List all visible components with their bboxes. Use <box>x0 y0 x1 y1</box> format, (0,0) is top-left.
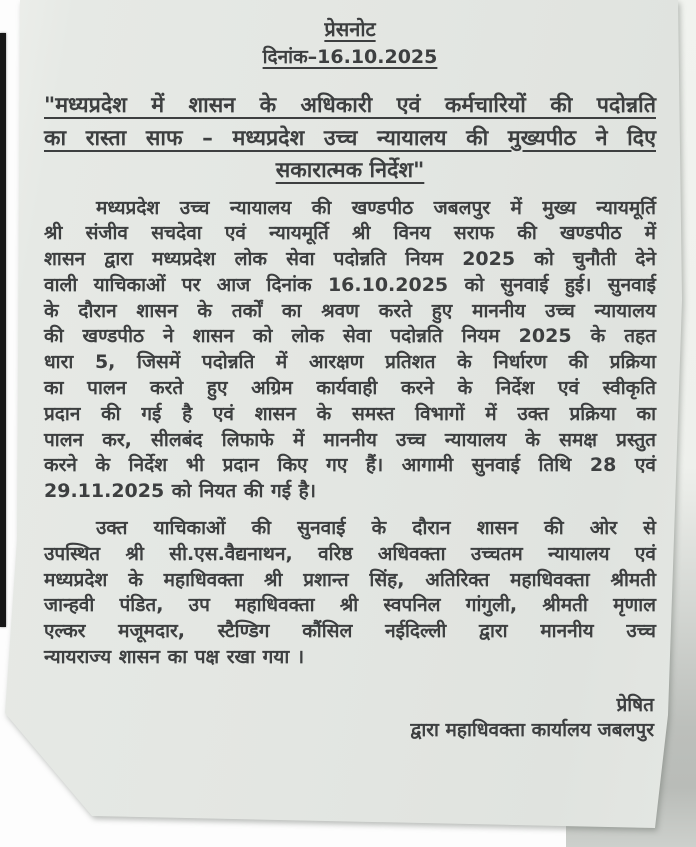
page-title: प्रेसनोट <box>324 17 376 41</box>
body-line: धारा 5, जिसमें पदोन्नति में आरक्षण प्रतिशत के निर्धारण की प्रक्रिया <box>44 351 656 374</box>
body-line: उपस्थित श्री सी.एस.वैद्यनाथन, वरिष्ठ अधिवक्ता उच्चतम न्यायालय एवं <box>44 542 656 565</box>
body-line: मध्यप्रदेश उच्च न्यायालय की खण्डपीठ जबलपुर में मुख्य न्यायमूर्ति <box>96 196 656 219</box>
body-line: का पालन करते हुए अग्रिम कार्यवाही करने के निर्देश एवं स्वीकृति <box>44 377 656 400</box>
heading-line: का रास्ता साफ – मध्यप्रदेश उच्च न्यायालय की मुख्यपीठ ने दिए <box>44 125 656 151</box>
body-paragraph-2 <box>44 516 656 671</box>
body-line: शासन द्वारा मध्यप्रदेश लोक सेवा पदोन्नति नियम 2025 को चुनौती देने <box>44 248 656 271</box>
sender-sent-label: प्रेषित <box>616 693 654 716</box>
heading-line: सकारात्मक निर्देश" <box>275 158 425 183</box>
body-line: उक्त याचिकाओं की सुनवाई के दौरान शासन की ओर से <box>96 517 656 540</box>
body-paragraph-1 <box>44 196 656 506</box>
body-line: की खण्डपीठ ने शासन को लोक सेवा पदोन्नति नियम 2025 के तहत <box>44 325 656 348</box>
sender-office-line: द्वारा महाधिवक्ता कार्यालय जबलपुर <box>410 718 654 741</box>
body-line: वाली याचिकाओं पर आज दिनांक 16.10.2025 को सुनवाई हुई। सुनवाई <box>44 273 656 296</box>
date-line: दिनांक–16.10.2025 <box>262 46 438 68</box>
document-content <box>44 14 656 743</box>
body-line: के दौरान शासन के तर्कों का श्रवण करते हुए माननीय उच्च न्यायालय <box>44 299 656 322</box>
body-line: न्यायराज्य शासन का पक्ष रखा गया । <box>44 646 305 669</box>
body-line: जान्हवी पंडित, उप महाधिवक्ता श्री स्वपनिल गांगुली, श्रीमती मृणाल <box>44 594 656 617</box>
body-line: एल्कर मजूमदार, स्टैण्डिग कौंसिल नईदिल्ली द्वारा माननीय उच्च <box>44 620 656 643</box>
heading-line: "मध्यप्रदेश में शासन के अधिकारी एवं कर्मचारियों की पदोन्नति <box>44 93 656 118</box>
document-heading <box>44 90 656 188</box>
body-line: पालन कर, सीलबंद लिफाफे में माननीय उच्च न्यायालय के समक्ष प्रस्तुत <box>44 428 656 451</box>
body-line: प्रदान की गई है एवं शासन के समस्त विभागों में उक्त प्रक्रिया का <box>44 402 656 425</box>
sender-block <box>44 693 656 743</box>
body-line: मध्यप्रदेश के महाधिवक्ता श्री प्रशान्त सिंह, अतिरिक्त महाधिवक्ता श्रीमती <box>44 568 656 591</box>
body-line: श्री संजीव सचदेवा एवं न्यायमूर्ति श्री विनय सराफ की खण्डपीठ में <box>44 222 656 245</box>
body-line: करने के निर्देश भी प्रदान किए गए हैं। आगामी सुनवाई तिथि 28 एवं <box>44 454 656 477</box>
body-line: 29.11.2025 को नियत की गई है। <box>44 480 316 503</box>
